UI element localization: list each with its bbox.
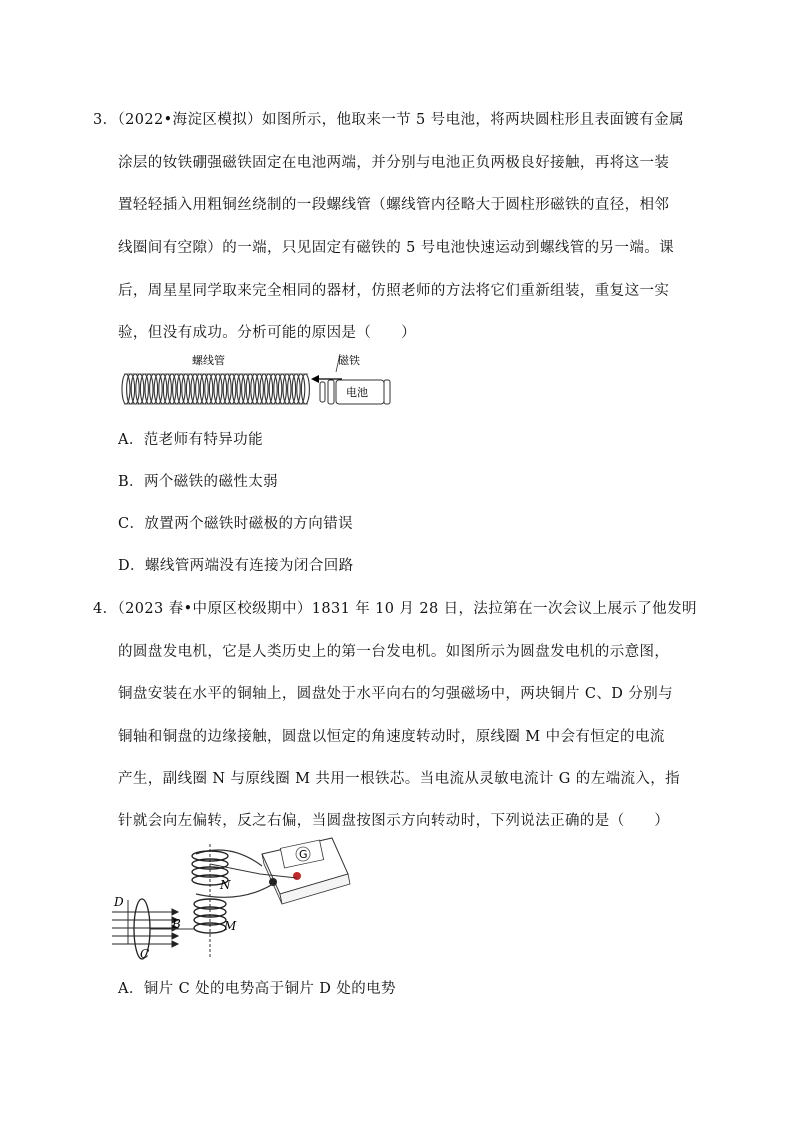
solenoid-coil-turn — [228, 374, 236, 404]
solenoid-coil-turn — [255, 374, 263, 404]
solenoid-coil-turn — [131, 374, 139, 404]
q3-magnet-label: 磁铁 — [338, 354, 360, 367]
solenoid-coil-turn — [265, 374, 273, 404]
q3-line-3: 置轻轻插入用粗铜丝绕制的一段螺线管（螺线管内径略大于圆柱形磁铁的直径，相邻 — [118, 197, 670, 213]
q4-line-1: 4．（2023 春•中原区校级期中）1831 年 10 月 28 日，法拉第在一次会议上展示了他发明 — [93, 601, 697, 617]
solenoid-coil-turn — [260, 374, 268, 404]
solenoid-coil-turn — [292, 374, 300, 404]
solenoid-coil-turn — [191, 374, 199, 404]
q4-line-5: 产生，副线圈 N 与原线圈 M 共用一根铁芯。当电流从灵敏电流计 G 的左端流入，指 — [118, 771, 681, 787]
q4-line-4: 铜轴和铜盘的边缘接触，圆盘以恒定的角速度转动时，原线圈 M 中会有恒定的电流 — [118, 729, 665, 745]
solenoid-coil-turn — [209, 374, 217, 404]
field-arrow-icon — [172, 941, 178, 947]
solenoid-coil-turn — [200, 374, 208, 404]
q4-galvanometer-label: G — [299, 848, 308, 861]
q3-solenoid-figure — [110, 350, 410, 410]
solenoid-coil-turn — [127, 374, 135, 404]
q3-option-b: B．两个磁铁的磁性太弱 — [118, 474, 279, 490]
q4-field-b-label: B — [172, 917, 181, 931]
q3-line-6: 验，但没有成功。分析可能的原因是（ ） — [118, 325, 416, 341]
solenoid-coil-turn — [274, 374, 282, 404]
solenoid-coil-turn — [288, 374, 296, 404]
q4-line-2: 的圆盘发电机，它是人类历史上的第一台发电机。如图所示为圆盘发电机的示意图， — [118, 644, 670, 660]
q3-line-5: 后，周星星同学取来完全相同的器材，仿照老师的方法将它们重新组装，重复这一实 — [118, 283, 670, 299]
solenoid-coil-turn — [301, 374, 309, 404]
q4-line-6: 针就会向左偏转，反之右偏，当圆盘按图示方向转动时，下列说法正确的是（ ） — [118, 813, 670, 829]
solenoid-coil-turn — [237, 374, 245, 404]
q4-copper-d-label: D — [114, 895, 124, 909]
q4-disk-generator-figure — [110, 834, 360, 964]
solenoid-coil-turn — [168, 374, 176, 404]
solenoid-coil-turn — [297, 374, 305, 404]
q3-battery-label: 电池 — [346, 386, 368, 399]
solenoid-coil-turn — [196, 374, 204, 404]
solenoid-coil-turn — [232, 374, 240, 404]
solenoid-coil-turn — [214, 374, 222, 404]
solenoid-coil-turn — [251, 374, 259, 404]
solenoid-coil-turn — [186, 374, 194, 404]
solenoid-coil-turn — [177, 374, 185, 404]
solenoid-coil-turn — [205, 374, 213, 404]
solenoid-coil-turn — [173, 374, 181, 404]
solenoid-coil-turn — [242, 374, 250, 404]
solenoid-coil-turn — [150, 374, 158, 404]
solenoid-coil-turn — [159, 374, 167, 404]
q3-option-d: D．螺线管两端没有连接为闭合回路 — [118, 558, 354, 574]
q4-option-a: A．铜片 C 处的电势高于铜片 D 处的电势 — [118, 981, 396, 997]
solenoid-coil-turn — [246, 374, 254, 404]
q4-line-3: 铜盘安装在水平的铜轴上，圆盘处于水平向右的匀强磁场中，两块铜片 C、D 分别与 — [118, 686, 674, 702]
q4-copper-c-label: C — [140, 947, 150, 961]
q3-option-c: C．放置两个磁铁时磁极的方向错误 — [118, 516, 353, 532]
solenoid-coil-turn — [122, 374, 130, 404]
q3-solenoid-label: 螺线管 — [192, 354, 225, 367]
solenoid-coil-turn — [278, 374, 286, 404]
solenoid-coil-turn — [145, 374, 153, 404]
q3-option-a: A．范老师有特异功能 — [118, 432, 263, 448]
field-arrow-icon — [172, 909, 178, 915]
solenoid-coil-turn — [219, 374, 227, 404]
q4-coil-m-label: M — [224, 919, 237, 933]
solenoid-coil-turn — [283, 374, 291, 404]
solenoid-coil-turn — [269, 374, 277, 404]
solenoid-coil-turn — [140, 374, 148, 404]
solenoid-coil-turn — [223, 374, 231, 404]
solenoid-coil-turn — [163, 374, 171, 404]
field-arrow-icon — [172, 933, 178, 939]
q4-coil-n-label: N — [220, 878, 231, 892]
solenoid-coil-turn — [136, 374, 144, 404]
q3-line-4: 线圈间有空隙）的一端，只见固定有磁铁的 5 号电池快速运动到螺线管的另一端。课 — [118, 240, 675, 256]
solenoid-coil-turn — [182, 374, 190, 404]
q3-line-2: 涂层的钕铁硼强磁铁固定在电池两端，并分别与电池正负两极良好接触，再将这一装 — [118, 155, 670, 171]
q3-line-1: 3．（2022•海淀区模拟）如图所示，他取来一节 5 号电池，将两块圆柱形且表面镀有金属 — [93, 112, 684, 128]
solenoid-coil-turn — [154, 374, 162, 404]
